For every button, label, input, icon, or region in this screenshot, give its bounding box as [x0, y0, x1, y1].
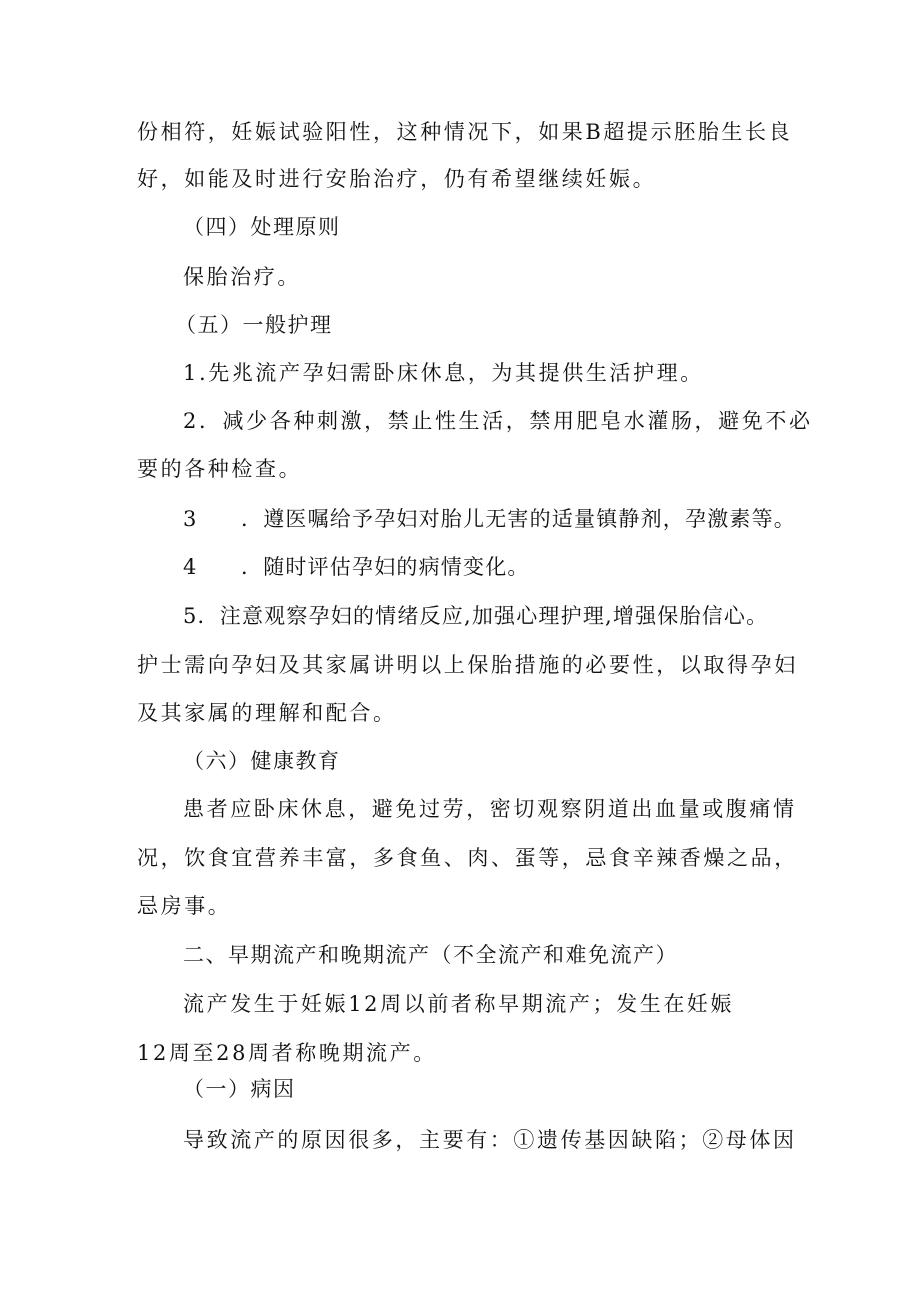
paragraph-line: 要的各种检查。: [137, 457, 303, 481]
section-heading: 二、早期流产和晚期流产（不全流产和难免流产）: [183, 943, 678, 967]
paragraph-line: 忌房事。: [137, 894, 232, 918]
section-heading: （一）病因: [183, 1077, 296, 1101]
list-item-text: ．遵医嘱给予孕妇对胎儿无害的适量镇静剂，孕激素等。: [241, 507, 796, 531]
list-item: 2．减少各种刺激，禁止性生活，禁用肥皂水灌肠，避免不必: [183, 409, 813, 433]
section-heading: （五）一般护理: [175, 313, 333, 337]
paragraph-line: 份相符，妊娠试验阳性，这种情况下，如果B超提示胚胎生长良: [137, 120, 793, 144]
paragraph-line: 况，饮食宜营养丰富，多食鱼、肉、蛋等，忌食辛辣香燥之品，: [137, 846, 798, 870]
list-item: 5．注意观察孕妇的情绪反应,加强心理护理,增强保胎信心。: [183, 604, 769, 628]
paragraph-line: 好，如能及时进行安胎治疗，仍有希望继续妊娠。: [137, 167, 657, 191]
paragraph-line: 保胎治疗。: [183, 265, 301, 289]
paragraph-line: 流产发生于妊娠12周以前者称早期流产；发生在妊娠: [183, 992, 735, 1016]
section-heading: （四）处理原则: [183, 215, 341, 239]
list-number: 3: [183, 507, 198, 531]
list-item: 1.先兆流产孕妇需卧床休息，为其提供生活护理。: [183, 361, 704, 385]
list-item-text: ．随时评估孕妇的病情变化。: [241, 555, 530, 579]
paragraph-line: 患者应卧床休息，避免过劳，密切观察阴道出血量或腹痛情: [183, 797, 797, 821]
list-number: 4: [183, 555, 198, 579]
section-heading: （六）健康教育: [183, 749, 341, 773]
paragraph-line: 护士需向孕妇及其家属讲明以上保胎措施的必要性，以取得孕妇: [137, 653, 798, 677]
list-item: [183, 504, 796, 534]
paragraph-line: 导致流产的原因很多，主要有：①遗传基因缺陷；②母体因: [183, 1128, 797, 1152]
paragraph-line: 及其家属的理解和配合。: [137, 701, 397, 725]
list-item: [183, 552, 530, 582]
paragraph-line: 12周至28周者称晚期流产。: [137, 1041, 437, 1065]
